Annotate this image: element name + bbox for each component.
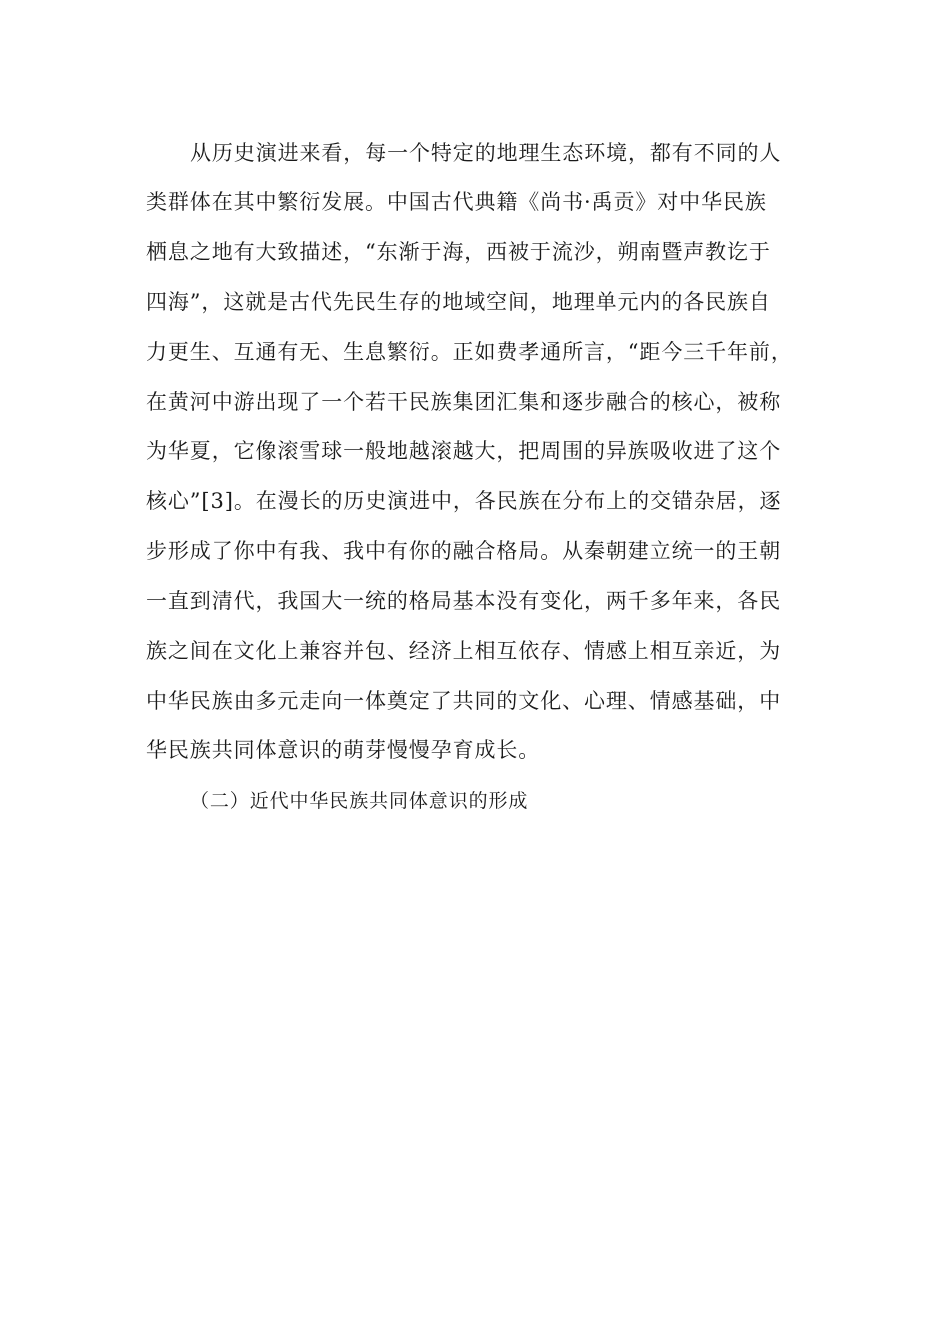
paragraph-line-4: 四海”，这就是古代先民生存的地域空间，地理单元内的各民族自 [146,290,771,314]
paragraph-line-13: 华民族共同体意识的萌芽慢慢孕育成长。 [146,738,541,762]
paragraph-line-10: 一直到清代，我国大一统的格局基本没有变化，两千多年来，各民 [146,589,782,613]
paragraph-line-3: 栖息之地有大致描述，“东渐于海，西被于流沙，朔南暨声教讫于 [146,240,771,264]
paragraph-line-1: 从历史演进来看，每一个特定的地理生态环境，都有不同的人 [190,141,782,165]
paragraph-line-12: 中华民族由多元走向一体奠定了共同的文化、心理、情感基础，中 [146,689,782,713]
paragraph-line-6: 在黄河中游出现了一个若干民族集团汇集和逐步融合的核心，被称 [146,390,782,414]
paragraph-line-11: 族之间在文化上兼容并包、经济上相互依存、情感上相互亲近，为 [146,639,782,663]
paragraph-line-8: 核心”[3]。在漫长的历史演进中，各民族在分布上的交错杂居，逐 [146,489,782,513]
paragraph-line-9: 步形成了你中有我、我中有你的融合格局。从秦朝建立统一的王朝 [146,539,782,563]
paragraph-line-5: 力更生、互通有无、生息繁衍。正如费孝通所言，“距今三千年前， [146,340,793,364]
paragraph-line-7: 为华夏，它像滚雪球一般地越滚越大，把周围的异族吸收进了这个 [146,439,782,463]
paragraph-line-2: 类群体在其中繁衍发展。中国古代典籍《尚书·禹贡》对中华民族 [146,190,767,214]
section-heading: （二）近代中华民族共同体意识的形成 [190,790,529,812]
